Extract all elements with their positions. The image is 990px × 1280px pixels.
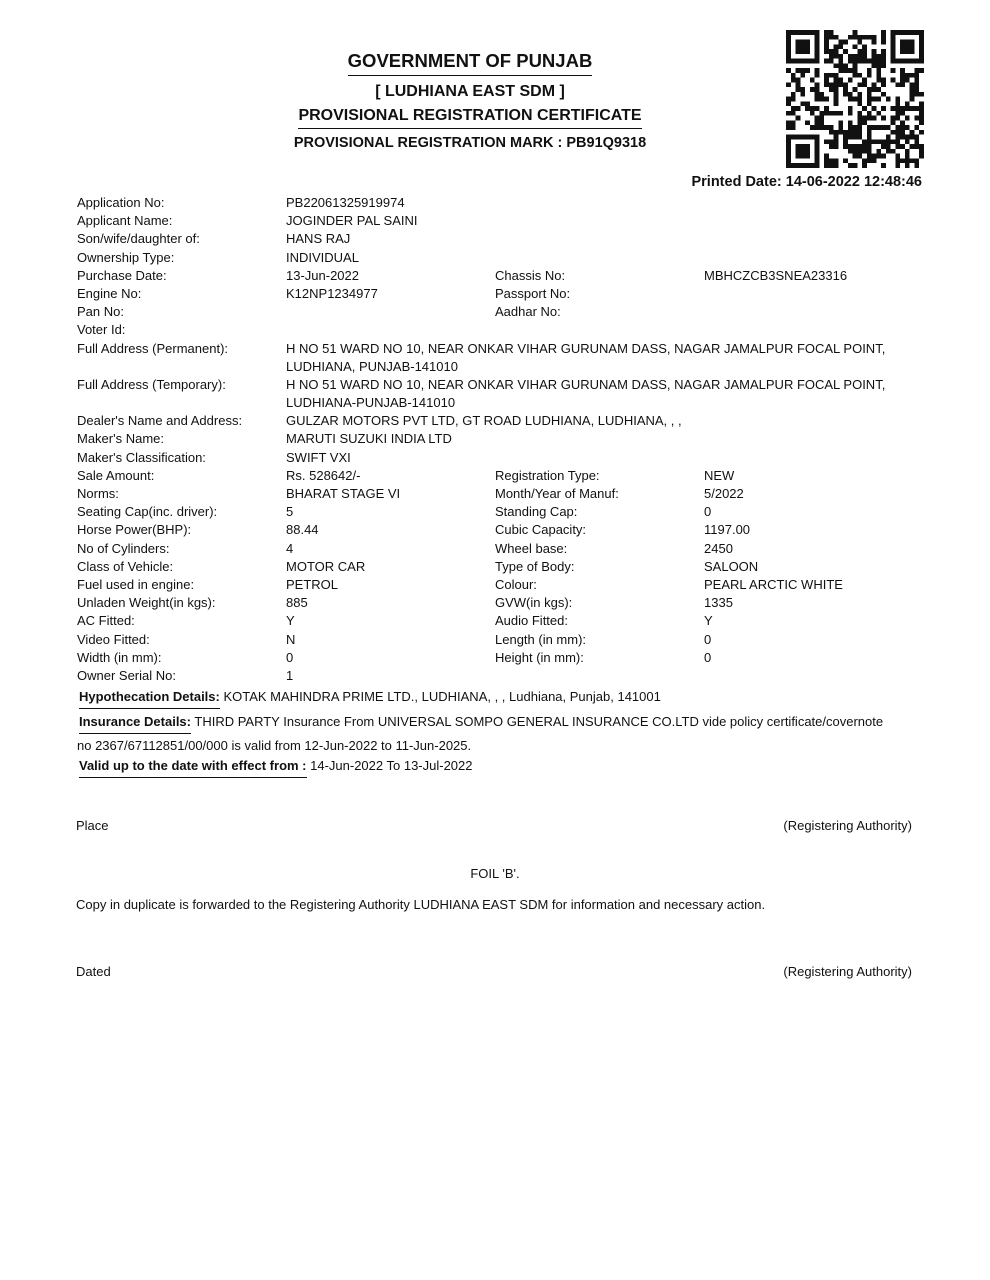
field-row-norms xyxy=(77,485,927,503)
field-row-engine-no xyxy=(77,285,927,303)
relation-value: HANS RAJ xyxy=(286,231,351,247)
owner-serial-value: 1 xyxy=(286,667,294,683)
unladen-weight-label: Unladen Weight(in kgs): xyxy=(77,595,216,611)
passport-no-label: Passport No: xyxy=(495,285,571,301)
body-type-value: SALOON xyxy=(704,558,759,574)
office-title: [ LUDHIANA EAST SDM ] xyxy=(375,83,565,100)
maker-classification-label: Maker's Classification: xyxy=(77,449,206,465)
maker-name-label: Maker's Name: xyxy=(77,431,165,447)
seating-cap-value: 5 xyxy=(286,504,294,520)
standing-cap-value: 0 xyxy=(704,504,712,520)
purchase-date-label: Purchase Date: xyxy=(77,267,167,283)
month-year-manuf-value: 5/2022 xyxy=(704,486,744,502)
registration-type-label: Registration Type: xyxy=(495,467,600,483)
field-row-sale-amount xyxy=(77,467,927,485)
dealer-value: GULZAR MOTORS PVT LTD, GT ROAD LUDHIANA, LUDHIANA, , , xyxy=(286,413,682,429)
field-row-pan-no xyxy=(77,303,927,321)
insurance-label: Insurance Details: xyxy=(79,714,191,734)
qr-code-icon xyxy=(786,30,924,168)
insurance-value-line1: THIRD PARTY Insurance From UNIVERSAL SOMPO GENERAL INSURANCE CO.LTD vide policy certificate/covernote xyxy=(191,714,884,729)
vehicle-class-value: MOTOR CAR xyxy=(286,558,366,574)
height-label: Height (in mm): xyxy=(495,649,584,665)
registration-type-value: NEW xyxy=(704,467,735,483)
vehicle-class-label: Class of Vehicle: xyxy=(77,558,174,574)
field-row-purchase-date xyxy=(77,267,927,285)
cubic-capacity-label: Cubic Capacity: xyxy=(495,522,587,538)
certificate-header xyxy=(230,50,710,151)
cubic-capacity-value: 1197.00 xyxy=(704,522,751,538)
dated-label: Dated xyxy=(76,964,111,979)
engine-no-value: K12NP1234977 xyxy=(286,285,378,301)
field-row-owner-serial xyxy=(77,667,927,685)
horse-power-label: Horse Power(BHP): xyxy=(77,522,192,538)
chassis-no-label: Chassis No: xyxy=(495,267,566,283)
norms-value: BHARAT STAGE VI xyxy=(286,486,401,502)
copy-note: Copy in duplicate is forwarded to the Registering Authority LUDHIANA EAST SDM for information and necessary action. xyxy=(76,897,766,912)
wheel-base-value: 2450 xyxy=(704,540,733,556)
field-row-voter-id xyxy=(77,321,927,339)
registration-mark: PROVISIONAL REGISTRATION MARK : PB91Q9318 xyxy=(293,135,647,151)
details-section xyxy=(77,194,927,685)
wheel-base-label: Wheel base: xyxy=(495,540,568,556)
field-row-address-temporary xyxy=(77,376,927,412)
field-row-seating-cap xyxy=(77,503,927,521)
video-fitted-value: N xyxy=(286,631,296,647)
registering-authority-1: (Registering Authority) xyxy=(783,818,912,833)
address-temporary-label: Full Address (Temporary): xyxy=(77,376,226,392)
seating-cap-label: Seating Cap(inc. driver): xyxy=(77,504,218,520)
ownership-type-value: INDIVIDUAL xyxy=(286,249,359,265)
aadhar-no-label: Aadhar No: xyxy=(495,304,561,320)
field-row-dealer xyxy=(77,412,927,430)
fuel-label: Fuel used in engine: xyxy=(77,576,195,592)
hypothecation-details xyxy=(79,689,661,709)
audio-fitted-label: Audio Fitted: xyxy=(495,613,568,629)
month-year-manuf-label: Month/Year of Manuf: xyxy=(495,486,619,502)
field-row-vehicle-class xyxy=(77,558,927,576)
validity-value: 14-Jun-2022 To 13-Jul-2022 xyxy=(306,758,473,773)
application-no-label: Application No: xyxy=(77,195,165,210)
address-temporary-value: H NO 51 WARD NO 10, NEAR ONKAR VIHAR GURUNAM DASS, NAGAR JAMALPUR FOCAL POINT, LUDHIANA-PUNJAB-141010 xyxy=(286,376,886,411)
application-no-value: PB22061325919974 xyxy=(286,195,405,210)
validity-label: Valid up to the date with effect from : xyxy=(79,758,307,778)
government-title: GOVERNMENT OF PUNJAB xyxy=(348,50,593,76)
place-label: Place xyxy=(76,818,109,833)
applicant-name-label: Applicant Name: xyxy=(77,213,173,229)
body-type-label: Type of Body: xyxy=(495,558,575,574)
width-label: Width (in mm): xyxy=(77,649,162,665)
insurance-value-line2: no 2367/67112851/00/000 is valid from 12-Jun-2022 to 11-Jun-2025. xyxy=(77,738,472,753)
sale-amount-value: Rs. 528642/- xyxy=(286,467,361,483)
audio-fitted-value: Y xyxy=(704,613,713,629)
owner-serial-label: Owner Serial No: xyxy=(77,667,176,683)
length-value: 0 xyxy=(704,631,712,647)
field-row-relation xyxy=(77,230,927,248)
field-row-width xyxy=(77,649,927,667)
address-permanent-value: H NO 51 WARD NO 10, NEAR ONKAR VIHAR GURUNAM DASS, NAGAR JAMALPUR FOCAL POINT, LUDHIANA, PUNJAB-141010 xyxy=(286,340,886,374)
applicant-name-value: JOGINDER PAL SAINI xyxy=(286,213,418,229)
field-row-ac-fitted xyxy=(77,612,927,630)
ac-fitted-label: AC Fitted: xyxy=(77,613,135,629)
maker-classification-value: SWIFT VXI xyxy=(286,449,351,465)
foil-label: FOIL 'B'. xyxy=(470,866,520,881)
registering-authority-2: (Registering Authority) xyxy=(783,964,912,979)
horse-power-value: 88.44 xyxy=(286,522,319,538)
field-row-address-permanent xyxy=(77,340,927,376)
length-label: Length (in mm): xyxy=(495,631,587,647)
relation-label: Son/wife/daughter of: xyxy=(77,231,200,247)
fuel-value: PETROL xyxy=(286,576,339,592)
field-row-application-no xyxy=(77,194,927,212)
engine-no-label: Engine No: xyxy=(77,285,142,301)
standing-cap-label: Standing Cap: xyxy=(495,504,578,520)
maker-name-value: MARUTI SUZUKI INDIA LTD xyxy=(286,431,452,447)
voter-id-label: Voter Id: xyxy=(77,322,126,338)
chassis-no-value: MBHCZCB3SNEA23316 xyxy=(704,267,848,283)
address-permanent-label: Full Address (Permanent): xyxy=(77,340,229,356)
cylinders-label: No of Cylinders: xyxy=(77,540,170,556)
field-row-maker-name xyxy=(77,430,927,448)
insurance-details xyxy=(79,714,883,734)
gvw-value: 1335 xyxy=(704,595,733,611)
field-row-applicant-name xyxy=(77,212,927,230)
field-row-cylinders xyxy=(77,540,927,558)
printed-date: Printed Date: 14-06-2022 12:48:46 xyxy=(691,174,922,190)
field-row-horse-power xyxy=(77,521,927,539)
field-row-unladen-weight xyxy=(77,594,927,612)
video-fitted-label: Video Fitted: xyxy=(77,631,150,647)
ownership-type-label: Ownership Type: xyxy=(77,249,175,265)
purchase-date-value: 13-Jun-2022 xyxy=(286,267,359,283)
hypothecation-label: Hypothecation Details: xyxy=(79,689,220,709)
field-row-fuel xyxy=(77,576,927,594)
colour-value: PEARL ARCTIC WHITE xyxy=(704,576,843,592)
dealer-label: Dealer's Name and Address: xyxy=(77,413,243,429)
colour-label: Colour: xyxy=(495,576,537,592)
certificate-title: PROVISIONAL REGISTRATION CERTIFICATE xyxy=(298,107,641,129)
unladen-weight-value: 885 xyxy=(286,595,308,611)
validity-details xyxy=(79,758,473,778)
field-row-ownership-type xyxy=(77,249,927,267)
field-row-video-fitted xyxy=(77,631,927,649)
sale-amount-label: Sale Amount: xyxy=(77,467,155,483)
norms-label: Norms: xyxy=(77,486,119,502)
ac-fitted-value: Y xyxy=(286,613,295,629)
field-row-maker-classification xyxy=(77,449,927,467)
pan-no-label: Pan No: xyxy=(77,304,124,320)
cylinders-value: 4 xyxy=(286,540,294,556)
gvw-label: GVW(in kgs): xyxy=(495,595,573,611)
hypothecation-value: KOTAK MAHINDRA PRIME LTD., LUDHIANA, , , Ludhiana, Punjab, 141001 xyxy=(219,689,661,704)
width-value: 0 xyxy=(286,649,294,665)
height-value: 0 xyxy=(704,649,712,665)
